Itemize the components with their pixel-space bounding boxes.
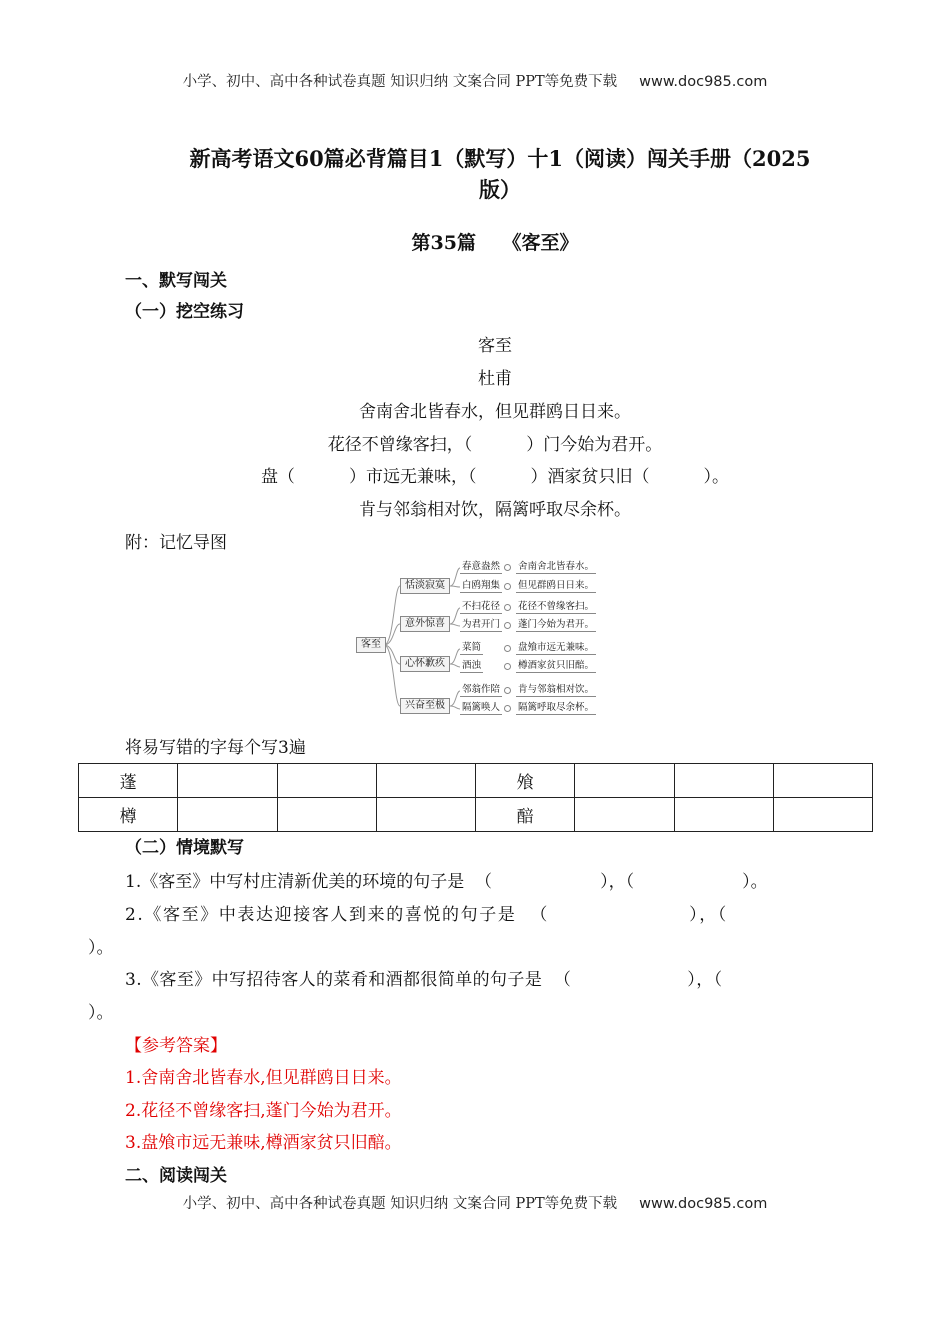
practice-blank[interactable] <box>277 798 376 832</box>
leaf-3a-line: 盘飧市远无兼味。 <box>518 642 595 653</box>
leaf-4b-line: 隔篱呼取尽余杯。 <box>518 702 595 713</box>
page-footer <box>0 1192 950 1213</box>
header-url[interactable]: www.doc985.com <box>639 74 768 90</box>
leaf-2b-line: 蓬门今始为君开。 <box>518 619 595 630</box>
leaf-4b-key: 隔篱唤人 <box>462 702 501 713</box>
question-2-cont: ）。 <box>88 938 114 958</box>
leaf-1b-key: 白鸥翔集 <box>462 580 501 591</box>
mind-map <box>354 558 594 718</box>
question-3-cont: ）。 <box>88 1003 114 1023</box>
leaf-3b-key: 酒浊 <box>462 660 482 671</box>
practice-blank[interactable] <box>376 798 475 832</box>
practice-blank[interactable] <box>674 798 773 832</box>
leaf-2b-key: 为君开门 <box>462 619 501 630</box>
practice-char: 飧 <box>476 764 575 798</box>
subsection-2-heading: （二）情境默写 <box>125 838 244 858</box>
practice-blank[interactable] <box>178 764 277 798</box>
subsection-1-heading: （一）挖空练习 <box>125 302 244 322</box>
title-line-2: 版） <box>479 177 521 202</box>
practice-blank[interactable] <box>674 764 773 798</box>
leaf-3b-line: 樽酒家贫只旧醅。 <box>518 660 595 671</box>
answer-heading: 【参考答案】 <box>125 1036 227 1056</box>
leaf-3a-key: 菜简 <box>462 642 482 653</box>
chapter-heading: 第35篇 《客至》 <box>411 232 579 254</box>
question-3: 3.《客至》中写招待客人的菜肴和酒都很简单的句子是 （ ），（ <box>125 970 723 990</box>
leaf-2a-line: 花径不曾缘客扫。 <box>518 601 595 612</box>
practice-table <box>78 763 873 832</box>
practice-blank[interactable] <box>773 764 872 798</box>
branch-4: 兴奋至极 <box>400 698 450 714</box>
title-line-1: 新高考语文60篇必背篇目1（默写）十1（阅读）闯关手册（2025 <box>189 146 811 171</box>
answer-3: 3.盘飧市远无兼味,樽酒家贫只旧醅。 <box>125 1133 402 1153</box>
leaf-1b-line: 但见群鸥日日来。 <box>518 580 595 591</box>
branch-3: 心怀歉疚 <box>400 656 450 672</box>
practice-intro: 将易写错的字每个写3遍 <box>125 738 306 758</box>
header-text: 小学、初中、高中各种试卷真题 知识归纳 文案合同 PPT等免费下载 <box>182 74 618 90</box>
poem-title: 客至 <box>478 336 512 356</box>
poem-line-1: 舍南舍北皆春水，但见群鸥日日来。 <box>359 402 631 422</box>
practice-blank[interactable] <box>575 764 674 798</box>
practice-blank[interactable] <box>773 798 872 832</box>
answer-2: 2.花径不曾缘客扫,蓬门今始为君开。 <box>125 1101 402 1121</box>
leaf-4a-key: 邻翁作陪 <box>462 684 501 695</box>
poem-line-4: 肯与邻翁相对饮，隔篱呼取尽余杯。 <box>359 500 631 520</box>
footer-url[interactable]: www.doc985.com <box>639 1196 768 1212</box>
page-header <box>0 70 950 91</box>
practice-char: 蓬 <box>79 764 178 798</box>
practice-blank[interactable] <box>376 764 475 798</box>
practice-blank[interactable] <box>178 798 277 832</box>
branch-2: 意外惊喜 <box>400 616 450 632</box>
practice-row-2 <box>79 798 873 832</box>
mind-map-root: 客至 <box>356 637 386 653</box>
answer-1: 1.舍南舍北皆春水,但见群鸥日日来。 <box>125 1068 402 1088</box>
practice-char: 醅 <box>476 798 575 832</box>
practice-blank[interactable] <box>277 764 376 798</box>
poem-line-2: 花径不曾缘客扫，（ ）门今始为君开。 <box>327 435 663 455</box>
leaf-1a-key: 春意盎然 <box>462 561 501 572</box>
leaf-1a-line: 舍南舍北皆春水。 <box>518 561 595 572</box>
leaf-2a-key: 不扫花径 <box>462 601 501 612</box>
question-2: 2.《客至》中表达迎接客人到来的喜悦的句子是 （ ），（ <box>125 905 728 925</box>
branch-1: 恬淡寂寞 <box>400 578 450 594</box>
practice-blank[interactable] <box>575 798 674 832</box>
document-title <box>150 143 850 205</box>
section-1-heading: 一、默写闯关 <box>125 271 227 291</box>
footer-text: 小学、初中、高中各种试卷真题 知识归纳 文案合同 PPT等免费下载 <box>182 1196 618 1212</box>
poem-author: 杜甫 <box>478 369 512 389</box>
question-1: 1.《客至》中写村庄清新优美的环境的句子是 （ ），（ ）。 <box>125 872 768 892</box>
poem-line-3: 盘（ ）市远无兼味，（ ）酒家贫只旧（ ）。 <box>260 467 730 487</box>
practice-char: 樽 <box>79 798 178 832</box>
leaf-4a-line: 肯与邻翁相对饮。 <box>518 684 595 695</box>
practice-row-1 <box>79 764 873 798</box>
section-2-heading: 二、阅读闯关 <box>125 1166 227 1186</box>
appendix-label: 附：记忆导图 <box>125 533 227 553</box>
